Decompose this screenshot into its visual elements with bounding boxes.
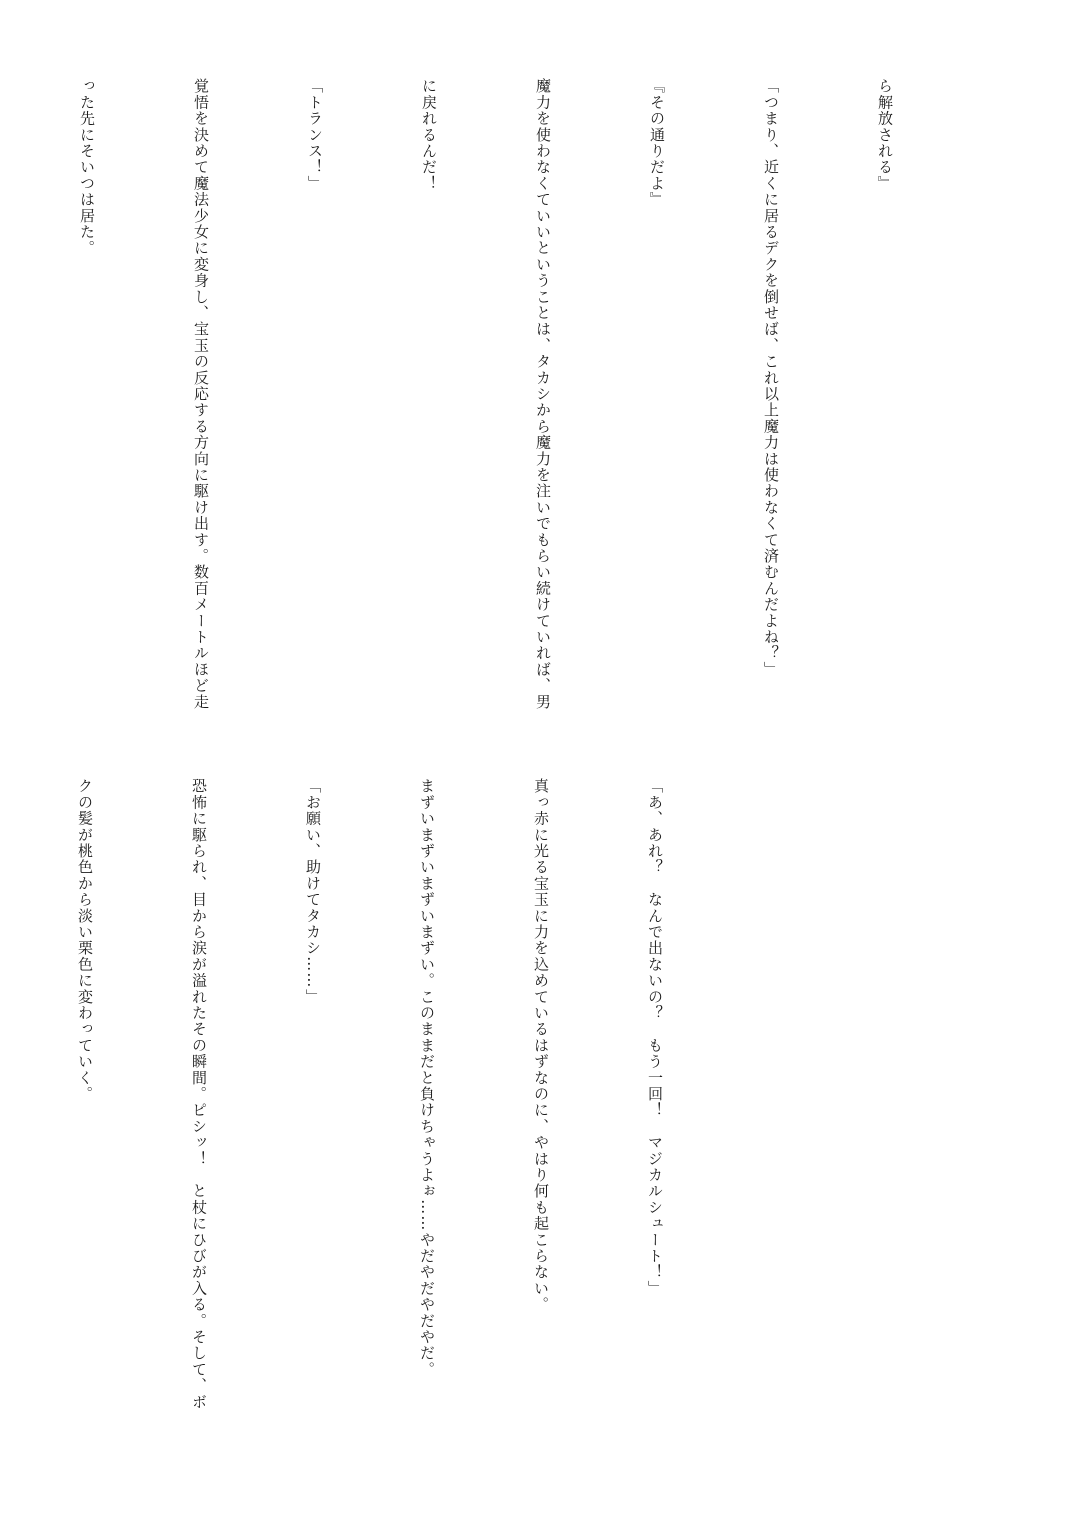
text-line: 「あ、あれ？ なんで出ないの？ もう一回！ マジカルシュート！」 <box>646 778 664 1297</box>
text-line: った先にそいつは居た。 <box>78 78 96 257</box>
text-line: まずいまずいまずいまずい。このままだと負けちゃうよぉ……やだやだやだやだ。 <box>418 778 436 1378</box>
text-line: 「トランス！」 <box>306 78 324 192</box>
text-line: 「お願い、助けてタカシ……」 <box>304 778 322 1005</box>
text-line: 『その通りだよ』 <box>648 78 666 208</box>
text-line: クの髪が桃色から淡い栗色に変わっていく。 <box>76 778 94 1102</box>
text-line: 「つまり、近くに居るデクを倒せば、これ以上魔力は使わなくて済むんだよね？」 <box>762 78 780 678</box>
upper-text-block <box>78 78 980 750</box>
text-line: ら解放される』 <box>876 78 894 192</box>
text-line: 魔力を使わなくていいということは、タカシから魔力を注いでもらい続けていれば、男 <box>534 78 552 710</box>
text-line: 恐怖に駆られ、目から涙が溢れたその瞬間。ピシッ！ と杖にひびが入る。そして、ボ <box>190 778 208 1410</box>
lower-text-block <box>76 778 750 1468</box>
text-line: に戻れるんだ！ <box>420 78 438 192</box>
text-line: 覚悟を決めて魔法少女に変身し、宝玉の反応する方向に駆け出す。数百メートルほど走 <box>192 78 210 710</box>
text-line: 真っ赤に光る宝玉に力を込めているはずなのに、やはり何も起こらない。 <box>532 778 550 1313</box>
